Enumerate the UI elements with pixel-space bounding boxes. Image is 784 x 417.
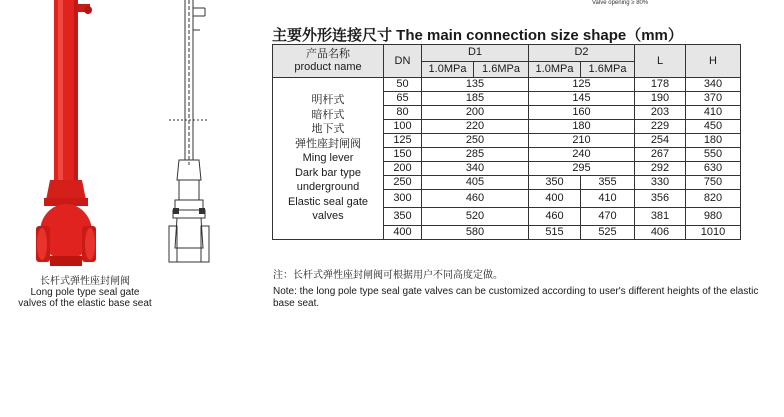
cell-d1: 460 <box>422 190 529 208</box>
cell-h: 630 <box>686 162 741 176</box>
product-line: underground <box>296 181 360 194</box>
valve-product-image <box>0 0 160 280</box>
cell-d1: 520 <box>422 208 529 226</box>
cell-h: 450 <box>686 120 741 134</box>
product-line: 暗杆式 <box>311 108 345 121</box>
header-l: L <box>635 45 686 78</box>
table-row <box>273 78 741 92</box>
cell-d1: 250 <box>422 134 529 148</box>
cell-d1: 220 <box>422 120 529 134</box>
cell-h: 1010 <box>686 226 741 240</box>
cell-d2-1.0mpa: 460 <box>529 208 581 226</box>
cell-l: 190 <box>635 92 686 106</box>
cell-h: 410 <box>686 106 741 120</box>
cell-dn: 200 <box>384 162 422 176</box>
cell-h: 180 <box>686 134 741 148</box>
product-caption <box>0 276 170 309</box>
product-line: Dark bar type <box>294 166 362 179</box>
cell-d1: 580 <box>422 226 529 240</box>
cell-dn: 300 <box>384 190 422 208</box>
product-name-cell <box>273 78 384 240</box>
cell-dn: 150 <box>384 148 422 162</box>
header-d1-1.0mpa: 1.0MPa <box>422 61 474 78</box>
cell-d1: 405 <box>422 176 529 190</box>
cell-h: 980 <box>686 208 741 226</box>
cell-d1: 285 <box>422 148 529 162</box>
cell-dn: 80 <box>384 106 422 120</box>
header-d1-1.6mpa: 1.6MPa <box>474 61 529 78</box>
note-chinese: 注：长杆式弹性座封闸阀可根据用户不同高度定做。 <box>273 270 503 281</box>
header-product-name-en: product name <box>294 61 362 73</box>
cell-d2-1.0mpa: 350 <box>529 176 581 190</box>
cell-d1: 185 <box>422 92 529 106</box>
header-d2-1.6mpa: 1.6MPa <box>581 61 635 78</box>
valve-technical-drawing <box>165 0 240 275</box>
cell-l: 229 <box>635 120 686 134</box>
note-english: Note: the long pole type seal gate valves can be customized according to user's different heights of the elastic base seat. <box>273 286 759 309</box>
cell-h: 820 <box>686 190 741 208</box>
cell-d2: 160 <box>529 106 635 120</box>
cell-dn: 400 <box>384 226 422 240</box>
cell-d2: 210 <box>529 134 635 148</box>
cell-d2: 125 <box>529 78 635 92</box>
cell-l: 267 <box>635 148 686 162</box>
cell-d1: 200 <box>422 106 529 120</box>
cell-h: 750 <box>686 176 741 190</box>
cell-d1: 135 <box>422 78 529 92</box>
product-line: 明杆式 <box>311 94 345 107</box>
product-line: Ming lever <box>302 152 354 165</box>
header-d1: D1 <box>422 45 529 62</box>
header-d2-1.0mpa: 1.0MPa <box>529 61 581 78</box>
product-line: Elastic seal gate <box>287 195 369 208</box>
cell-d2: 295 <box>529 162 635 176</box>
caption-en-line2: valves of the elastic base seat <box>18 298 152 309</box>
header-d2: D2 <box>529 45 635 62</box>
header-product-name <box>273 45 384 78</box>
cell-dn: 50 <box>384 78 422 92</box>
header-dn: DN <box>384 45 422 78</box>
cell-d2: 145 <box>529 92 635 106</box>
cell-h: 550 <box>686 148 741 162</box>
cell-d2: 180 <box>529 120 635 134</box>
cell-dn: 100 <box>384 120 422 134</box>
cell-d2-1.6mpa: 525 <box>581 226 635 240</box>
cell-l: 254 <box>635 134 686 148</box>
product-line: 弹性座封闸阀 <box>295 137 361 150</box>
cell-dn: 250 <box>384 176 422 190</box>
cell-dn: 65 <box>384 92 422 106</box>
cell-dn: 125 <box>384 134 422 148</box>
cell-l: 381 <box>635 208 686 226</box>
header-product-name-cn: 产品名称 <box>306 48 350 60</box>
caption-en-line1: Long pole type seal gate <box>30 287 140 298</box>
cell-d2-1.6mpa: 355 <box>581 176 635 190</box>
valve-opening-note: Valve opening ≥ 80% <box>592 0 649 6</box>
caption-cn: 长杆式弹性座封闸阀 <box>40 276 130 287</box>
cell-d2-1.6mpa: 410 <box>581 190 635 208</box>
cell-d2-1.0mpa: 515 <box>529 226 581 240</box>
cell-l: 330 <box>635 176 686 190</box>
cell-l: 203 <box>635 106 686 120</box>
cell-l: 178 <box>635 78 686 92</box>
product-line: valves <box>312 210 344 223</box>
cell-l: 292 <box>635 162 686 176</box>
cell-h: 370 <box>686 92 741 106</box>
page-title: 主要外形连接尺寸 The main connection size shape（mm） <box>272 27 683 44</box>
cell-h: 340 <box>686 78 741 92</box>
cell-d2: 240 <box>529 148 635 162</box>
cell-l: 406 <box>635 226 686 240</box>
product-line: 地下式 <box>311 123 345 136</box>
cell-d1: 340 <box>422 162 529 176</box>
cell-dn: 350 <box>384 208 422 226</box>
header-h: H <box>686 45 741 78</box>
cell-d2-1.0mpa: 400 <box>529 190 581 208</box>
cell-d2-1.6mpa: 470 <box>581 208 635 226</box>
cell-l: 356 <box>635 190 686 208</box>
dimension-table <box>272 44 741 240</box>
